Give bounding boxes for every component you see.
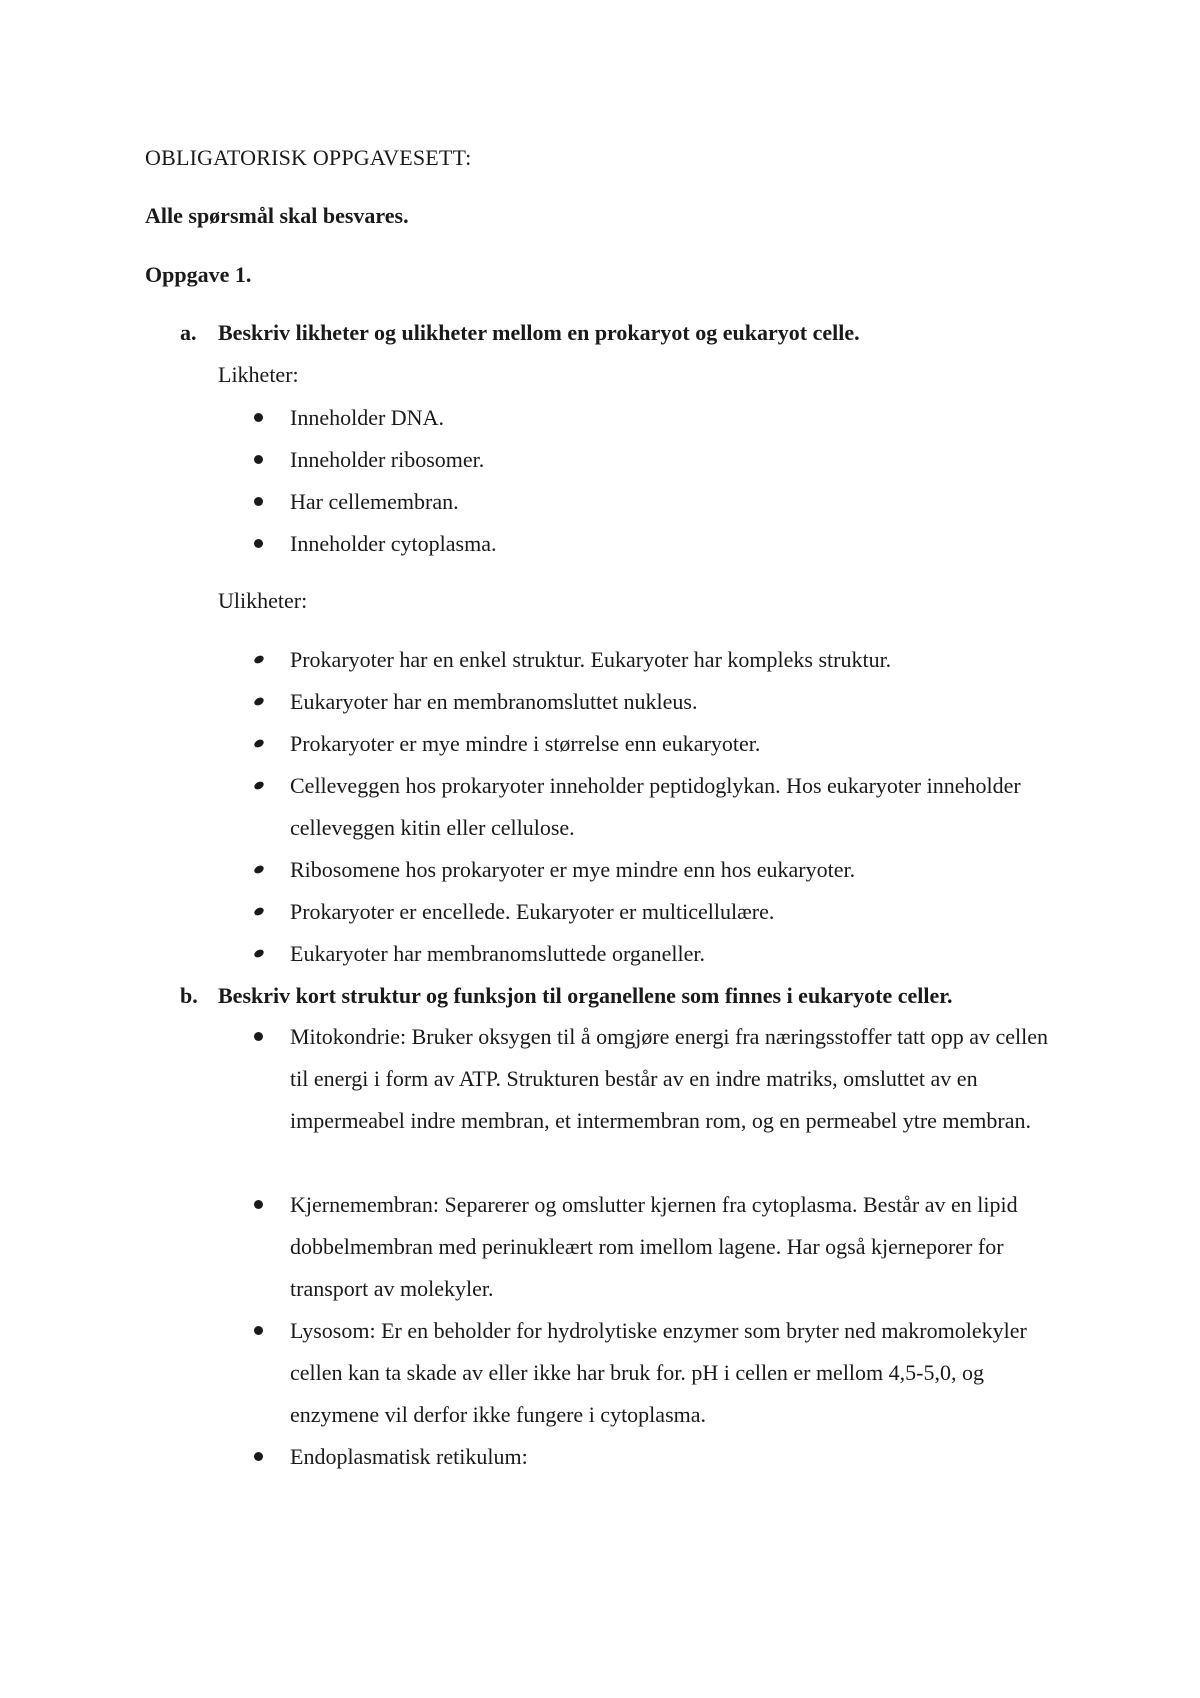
bullet-icon	[253, 780, 265, 791]
likheter-label: Likheter:	[218, 362, 299, 387]
bullet-icon	[254, 1326, 263, 1335]
bullet-icon	[254, 539, 263, 548]
instruction-text: Alle spørsmål skal besvares.	[145, 203, 409, 228]
bullet-icon	[253, 864, 265, 875]
bullet-icon	[254, 1200, 263, 1209]
bullet-icon	[254, 413, 263, 422]
task-heading: Oppgave 1.	[145, 262, 252, 287]
question-b-text: Beskriv kort struktur og funksjon til organellene som finnes i eukaryote celler.	[218, 983, 953, 1008]
bullet-icon	[254, 455, 263, 464]
document-page: OBLIGATORISK OPPGAVESETT: Alle spørsmål skal besvares. Oppgave 1. a. Beskriv likheter og ulikheter mellom en prokaryot og eukaryot celle. Likheter: Inneholder DNA. Inneholder ribosomer. Har cellemembran. Inneholder cytoplasma. Ulikheter: Prokaryoter har en enkel struktur. Eukaryoter har kompleks struktur. Eukaryoter har en membranomsluttet nukleus. Prokaryoter er mye mindre i størrelse enn eukaryoter. Celleveggen hos prokaryoter inneholder peptidoglykan. Hos eukaryoter inneholder celleveggen kitin eller cellulose. Ribosomene hos prokaryoter er mye mindre enn hos eukaryoter. Prokaryoter er encellede. Eukaryoter er multicellulære. Eukaryoter har membranomsluttede organeller. b. Beskriv kort struktur og funksjon til organellene som finnes i eukaryote celler. Mitokondrie: Bruker oksygen til å omgjøre energi fra næringsstoffer tatt opp av cellen til energi i form av ATP. Strukturen består av en indre matriks, omsluttet av en impermeabel indre membran, et intermembran rom, og en permeabel ytre membran. Kjernemembran: Separerer og omslutter kjernen fra cytoplasma. Består av en lipid dobbelmembran med perinukleært rom imellom lagene. Har også kjerneporer for transport av molekyler. Lysosom: Er en beholder for hydrolytiske enzymer som bryter ned makromolekyler cellen kan ta skade av eller ikke har bruk for. pH i cellen er mellom 4,5-5,0, og enzymene vil derfor ikke fungere i cytoplasma. Endoplasmatisk retikulum:	[145, 145, 1049, 1469]
question-a-text: Beskriv likheter og ulikheter mellom en prokaryot og eukaryot celle.	[218, 320, 860, 345]
bullet-icon	[253, 738, 265, 749]
question-b-marker: b.	[180, 983, 198, 1008]
bullet-icon	[253, 654, 265, 665]
bullet-icon	[253, 906, 265, 917]
bullet-icon	[254, 1032, 263, 1041]
bullet-icon	[254, 1452, 263, 1461]
bullet-icon	[254, 497, 263, 506]
bullet-icon	[253, 948, 265, 959]
bullet-icon	[253, 696, 265, 707]
question-a-marker: a.	[180, 320, 197, 345]
document-title: OBLIGATORISK OPPGAVESETT:	[145, 145, 472, 170]
ulikheter-label: Ulikheter:	[218, 588, 308, 613]
